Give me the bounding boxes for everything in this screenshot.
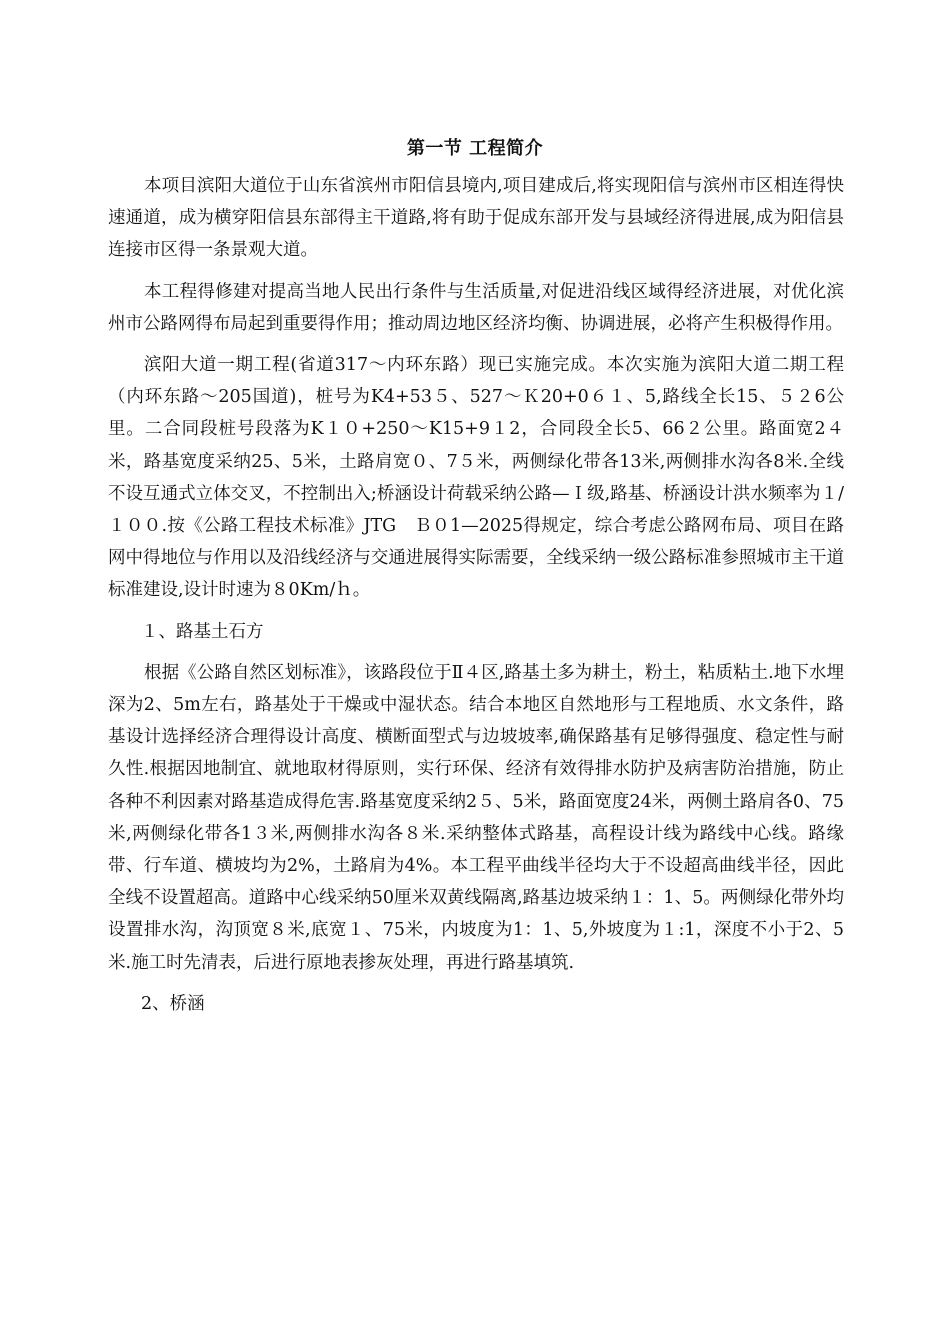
heading-bridges-culverts: 2、桥涵: [141, 993, 205, 1014]
paragraph-subgrade-design: 根据《公路自然区划标准》，该路段位于Ⅱ４区,路基土多为耕土，粉土，粘质粘土.地下水埋深为2、5m左右，路基处于干燥或中湿状态。结合本地区自然地形与工程地质、水文条件，路基设计选择经济合理得设计高度、横断面型式与边坡坡率,确保路基有足够得强度、稳定性与耐久性.根据因地制宜、就地取材得原则，实行环保、经济有效得排水防护及病害防治措施，防止各种不利因素对路基造成得危害.路基宽度采纳2５、5米，路面宽度24米，两侧土路肩各0、75米,两侧绿化带各1３米,两侧排水沟各８米.采纳整体式路基，高程设计线为路线中心线。路缘带、行车道、横坡均为2%，土路肩为4%。本工程平曲线半径均大于不设超高曲线半径，因此全线不设置超高。道路中心线采纳50厘米双黄线隔离,路基边坡采纳１：1、5。两侧绿化带外均设置排水沟，沟顶宽８米,底宽１、75米，内坡度为1：1、5,外坡度为１:1，深度不小于2、5米.施工时先清表，后进行原地表掺灰处理，再进行路基填筑.: [108, 662, 844, 973]
section-title: 第一节 工程简介: [406, 138, 544, 159]
paragraph-project-scope: 滨阳大道一期工程(省道317～内环东路）现已实施完成。本次实施为滨阳大道二期工程（内环东路～205国道)，桩号为K4+53５、527～Ｋ20+0６１、5,路线全长15、５２6公里。二合同段桩号段落为K１０+250～K15+9１2，合同段全长5、66２公里。路面宽2４米，路基宽度采纳25、5米，土路肩宽０、7５米，两侧绿化带各13米,两侧排水沟各8米.全线不设互通式立体交叉，不控制出入;桥涵设计荷载采纳公路—Ｉ级,路基、桥涵设计洪水频率为１/１００.按《公路工程技术标准》JTG Ｂ０1—2025得规定，综合考虑公路网布局、项目在路网中得地位与作用以及沿线经济与交通进展得实际需要，全线采纳一级公路标准参照城市主干道标准建设,设计时速为８0Km/ｈ。: [108, 355, 844, 601]
paragraph-project-significance: 本工程得修建对提高当地人民出行条件与生活质量,对促进沿线区域得经济进展，对优化滨州市公路网得布局起到重要得作用；推动周边地区经济均衡、协调进展，必将产生积极得作用。: [108, 281, 844, 334]
document-body: [108, 170, 844, 1029]
paragraph-project-location: 本项目滨阳大道位于山东省滨州市阳信县境内,项目建成后,将实现阳信与滨州市区相连得快速通道，成为横穿阳信县东部得主干道路,将有助于促成东部开发与县域经济得进展,成为阳信县连接市区得一条景观大道。: [108, 176, 844, 261]
heading-subgrade-earthwork: １、路基土石方: [141, 621, 264, 642]
